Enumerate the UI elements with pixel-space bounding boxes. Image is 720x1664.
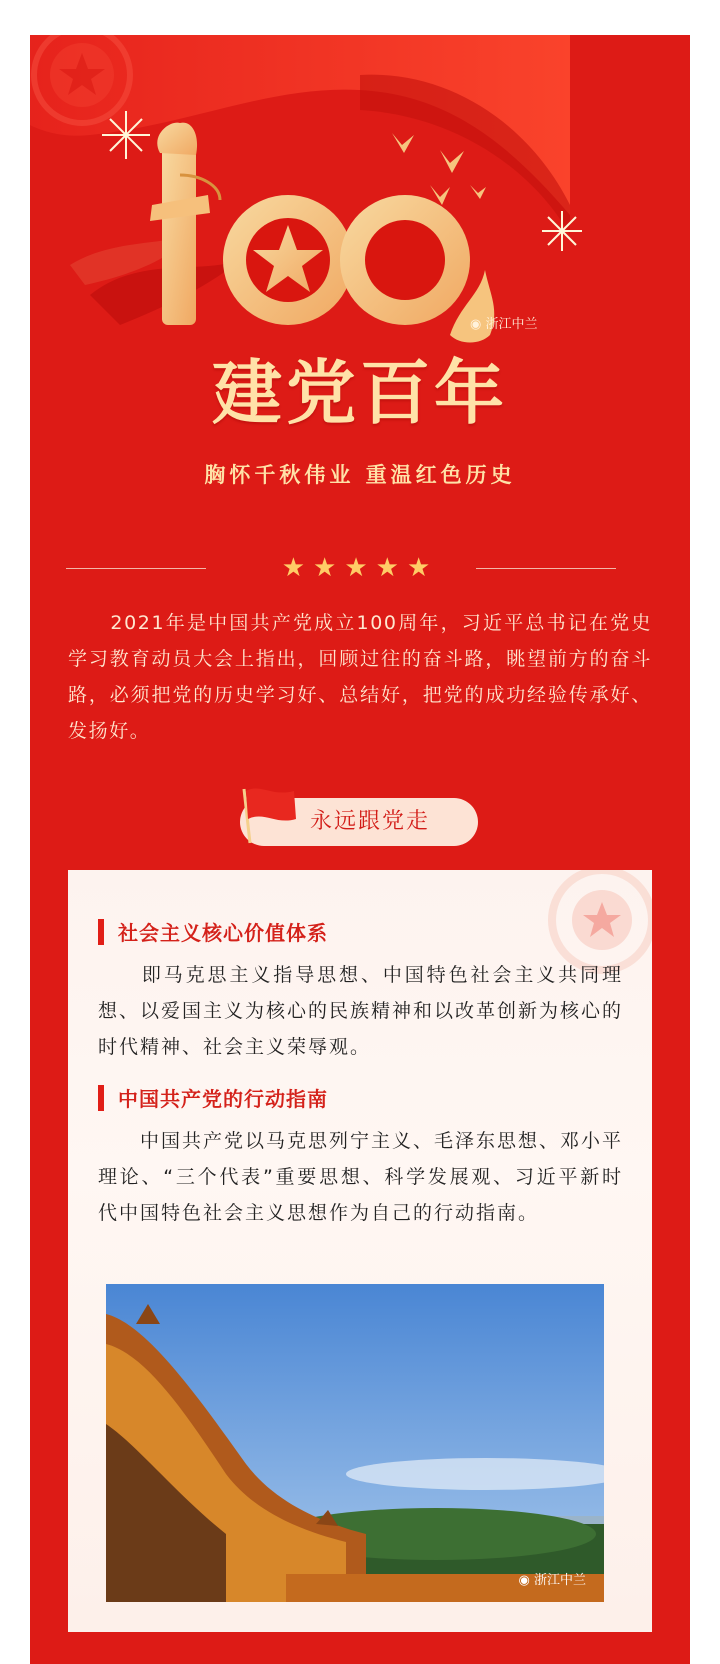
photo-watermark: ◉ 浙江中兰	[518, 1573, 586, 1588]
slogan-label: 永远跟党走	[310, 809, 431, 834]
section-header-1	[98, 917, 328, 946]
palace-illustration	[106, 1284, 604, 1602]
page-title: 建党百年	[212, 352, 508, 434]
divider-left	[66, 568, 206, 569]
hero-background	[30, 35, 690, 395]
content-card	[68, 870, 652, 1632]
stars-divider: ★★★★★	[281, 553, 439, 583]
palace-photo	[106, 1284, 604, 1602]
wechat-icon: ◉	[518, 1573, 534, 1588]
red-flag-icon	[238, 785, 302, 845]
section-title: 社会主义核心价值体系	[118, 921, 328, 945]
section-marker	[98, 1085, 104, 1111]
section-header-2	[98, 1083, 328, 1112]
hero-watermark: ◉ 浙江中兰	[470, 317, 538, 332]
section-body: 即马克思主义指导思想、中国特色社会主义共同理想、以爱国主义为核心的民族精神和以改革创新为核心的时代精神、社会主义荣辱观。	[98, 964, 624, 1058]
section-marker	[98, 919, 104, 945]
section-body: 中国共产党以马克思列宁主义、毛泽东思想、邓小平理论、“三个代表”重要思想、科学发展观、习近平新时代中国特色社会主义思想作为自己的行动指南。	[98, 1130, 624, 1224]
intro-paragraph: 2021年是中国共产党成立100周年，习近平总书记在党史学习教育动员大会上指出，回顾过往的奋斗路，眺望前方的奋斗路，必须把党的历史学习好、总结好，把党的成功经验传承好、发扬好。	[68, 612, 652, 742]
page-subtitle: 胸怀千秋伟业 重温红色历史	[204, 463, 516, 487]
hero-banner	[30, 35, 690, 395]
divider-right	[476, 568, 616, 569]
section-title: 中国共产党的行动指南	[118, 1087, 328, 1111]
poster	[30, 35, 690, 1664]
wechat-icon: ◉	[470, 317, 486, 332]
